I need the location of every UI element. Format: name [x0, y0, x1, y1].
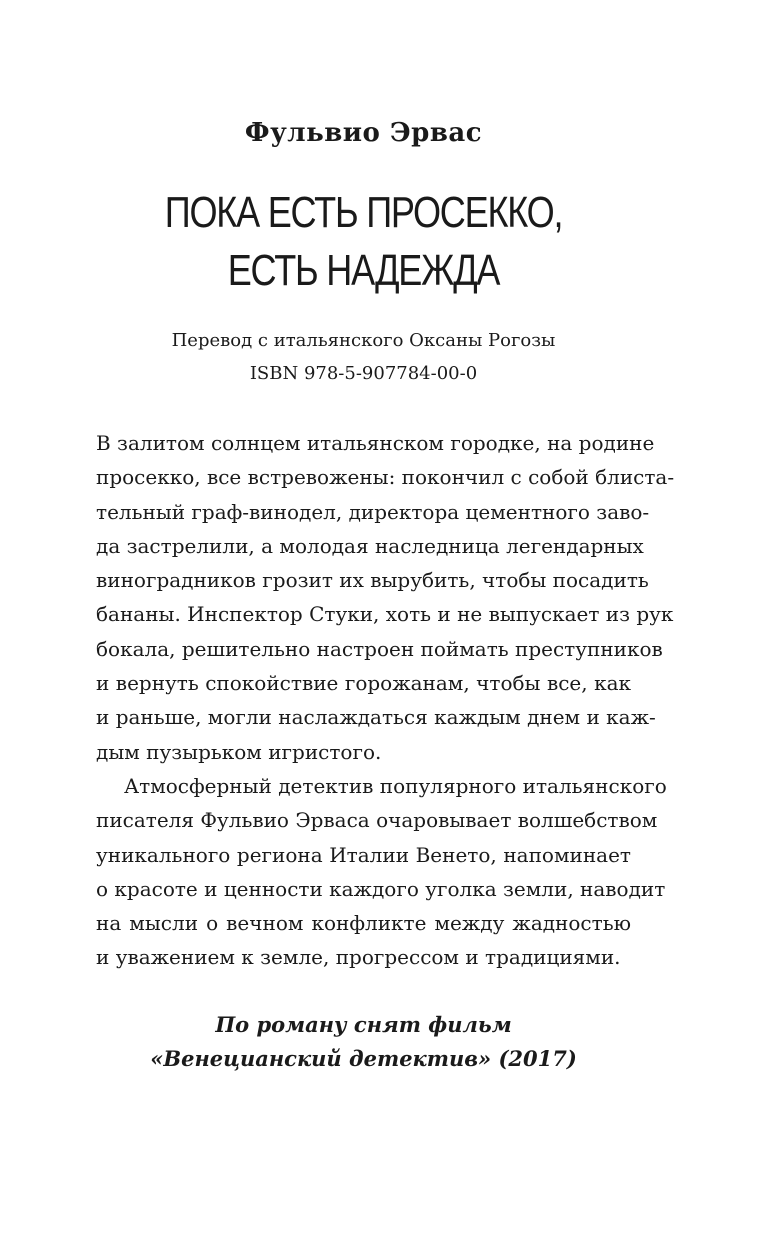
description-line: виноградников грозит их вырубить, чтобы посадить — [96, 568, 649, 593]
description-line: да застрелили, а молодая наследница легендарных — [96, 533, 644, 558]
description-line: просекко, все встревожены: покончил с собой блиста- — [96, 465, 675, 490]
description-line: о красоте и ценности каждого уголка земли, наводит — [96, 876, 666, 901]
description-line: и вернуть спокойствие горожанам, чтобы все, как — [96, 671, 631, 696]
description-line: бананы. Инспектор Стуки, хоть и не выпускает из рук — [96, 602, 674, 627]
description-line: тельный граф-винодел, директора цементного заво- — [96, 499, 650, 524]
description-line: на мысли о вечном конфликте между жадностью — [96, 911, 631, 936]
book-title — [65, 184, 661, 300]
description-line: Атмосферный детектив популярного итальянского — [124, 773, 667, 798]
film-adaptation-note — [0, 1008, 727, 1076]
description-line: В залитом солнцем итальянском городке, на родине — [96, 431, 655, 455]
translator-credit: Перевод с итальянского Оксаны Рогозы — [171, 330, 556, 351]
book-title-line-2: ЕСТЬ НАДЕЖДА — [227, 246, 500, 295]
film-note-line-2: «Венецианский детектив» (2017) — [150, 1046, 577, 1071]
description-line: дым пузырьком игристого. — [96, 739, 382, 764]
description-line: писателя Фульвио Эрваса очаровывает волшебством — [96, 808, 658, 833]
film-note-line-1: По роману снят фильм — [215, 1012, 512, 1037]
description-line: и раньше, могли наслаждаться каждым днем и каж- — [96, 705, 656, 730]
book-title-line-1: ПОКА ЕСТЬ ПРОСЕККО, — [164, 188, 563, 237]
description-line: уникального региона Италии Венето, напоминает — [96, 842, 631, 867]
isbn: ISBN 978-5-907784-00-0 — [249, 363, 478, 384]
description-line: и уважением к земле, прогрессом и традициями. — [96, 945, 621, 970]
book-description — [96, 426, 675, 975]
description-line: бокала, решительно настроен поймать преступников — [96, 636, 663, 661]
author-name: Фульвио Эрвас — [244, 118, 483, 148]
